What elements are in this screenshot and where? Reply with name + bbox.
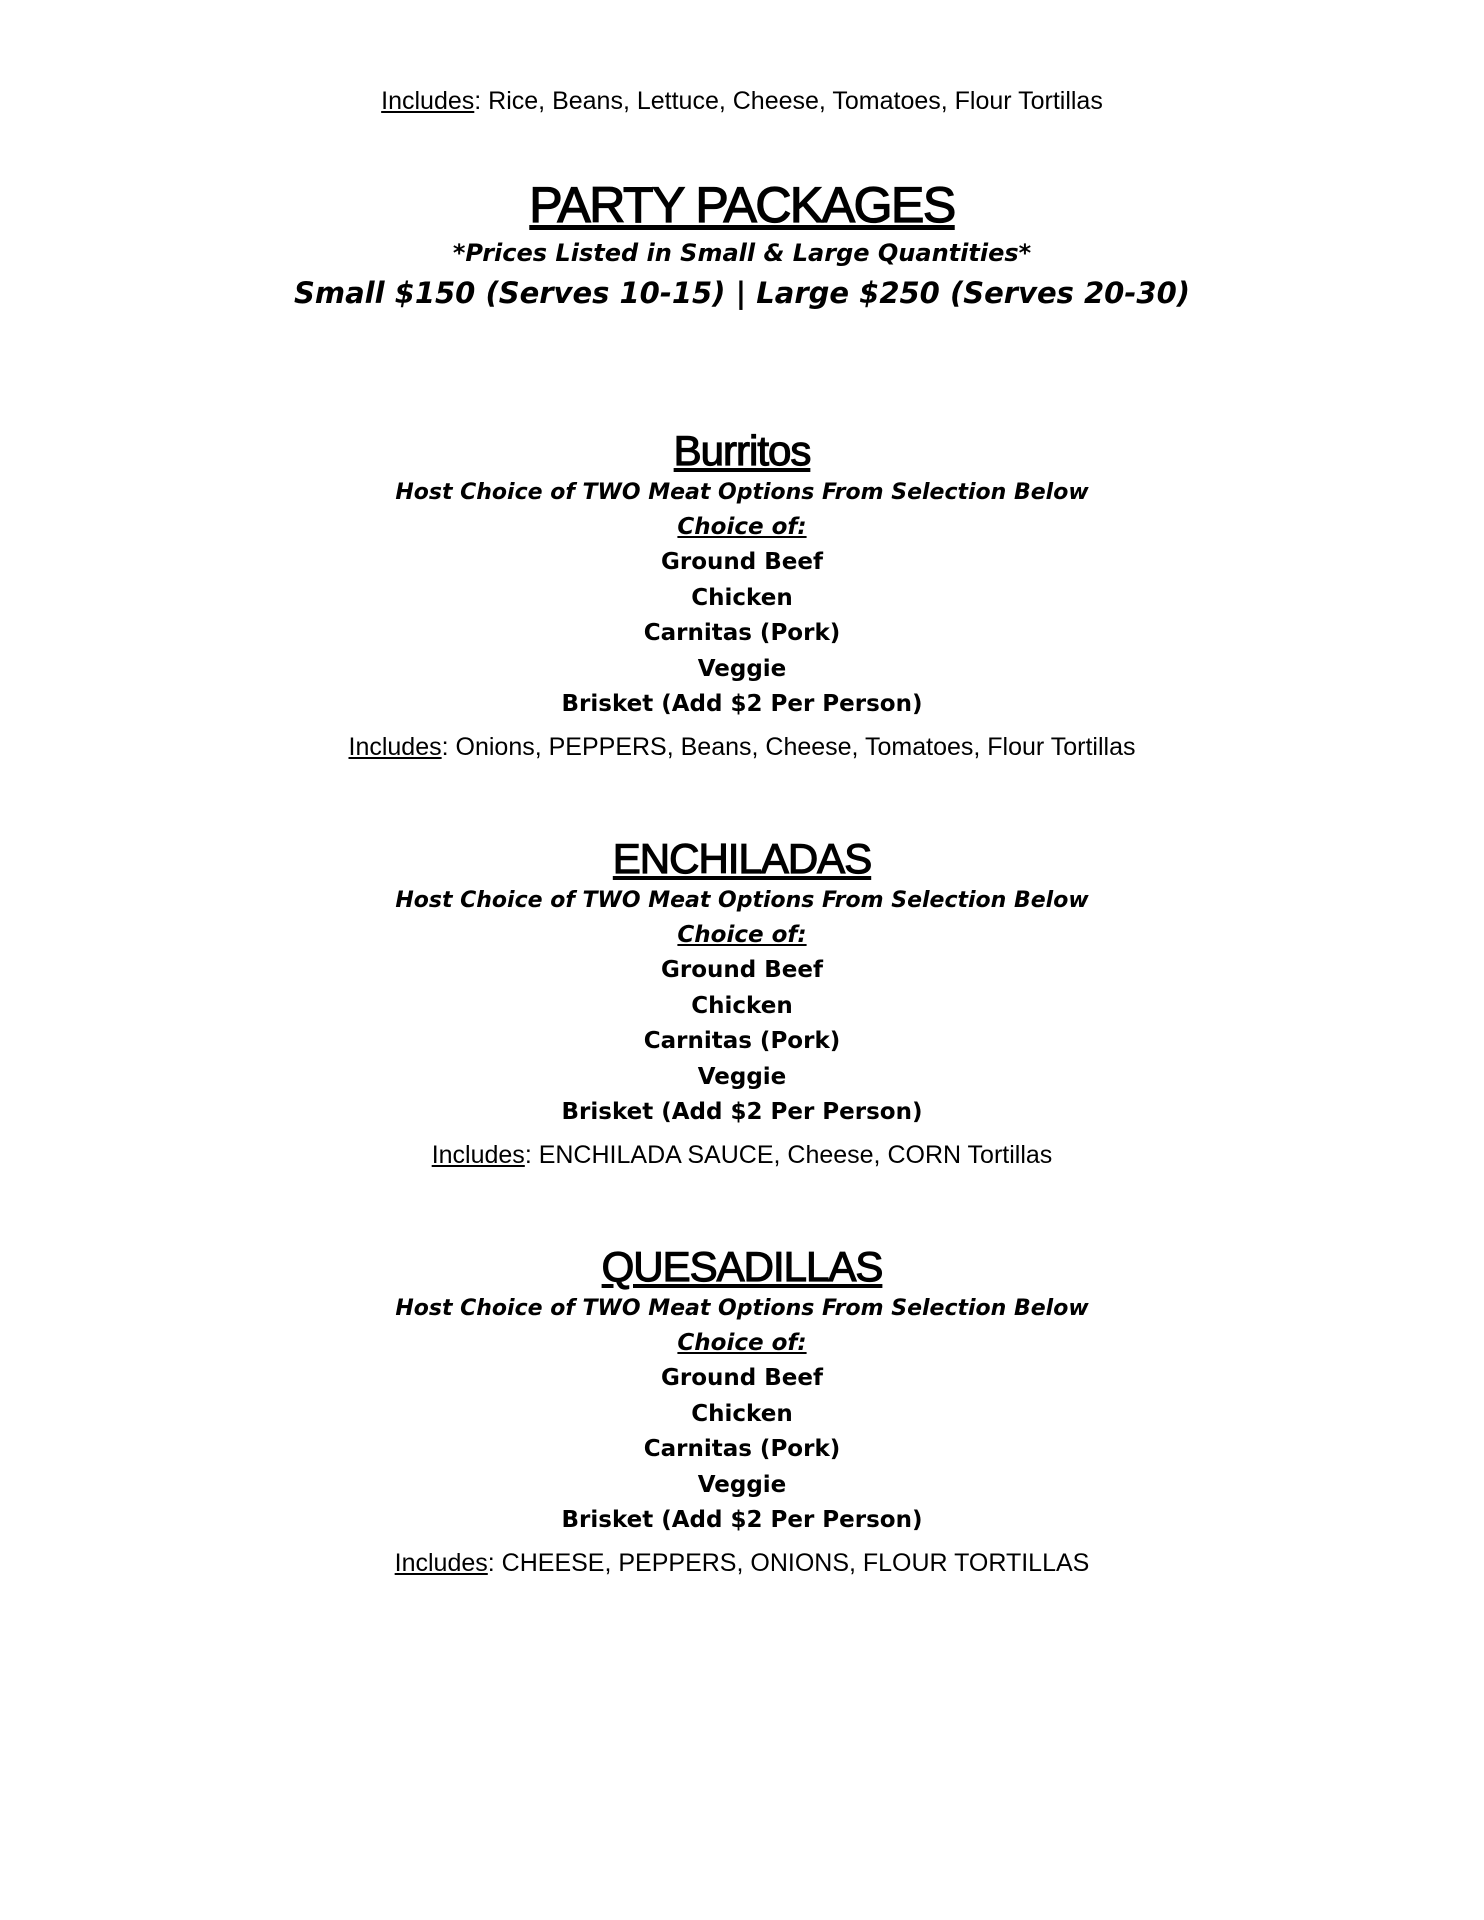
section-title: Burritos xyxy=(673,427,811,474)
choice-label: Choice of: xyxy=(677,1330,807,1356)
choice-label: Choice of: xyxy=(677,922,807,948)
includes-line xyxy=(0,729,1484,765)
option-item: Chicken xyxy=(691,992,793,1019)
host-choice-note: Host Choice of TWO Meat Options From Selection Below xyxy=(395,1296,1089,1321)
includes-label: Includes xyxy=(431,1140,525,1169)
choice-label: Choice of: xyxy=(677,514,807,540)
option-item: Brisket (Add $2 Per Person) xyxy=(561,1099,923,1125)
option-item: Veggie xyxy=(697,1063,787,1090)
option-item: Veggie xyxy=(697,655,787,682)
page-title: PARTY PACKAGES xyxy=(529,177,955,233)
top-includes-line xyxy=(0,84,1484,118)
option-item: Chicken xyxy=(691,1400,793,1427)
includes-line xyxy=(0,1545,1484,1581)
section-enchiladas xyxy=(0,834,1484,1173)
section-title: QUESADILLAS xyxy=(601,1243,883,1290)
option-item: Brisket (Add $2 Per Person) xyxy=(561,1507,923,1533)
option-item: Brisket (Add $2 Per Person) xyxy=(561,691,923,717)
includes-text: : Rice, Beans, Lettuce, Cheese, Tomatoes, Flour Tortillas xyxy=(474,87,1103,115)
option-item: Ground Beef xyxy=(661,1365,823,1391)
host-choice-note: Host Choice of TWO Meat Options From Selection Below xyxy=(395,480,1089,505)
section-burritos xyxy=(0,426,1484,765)
option-item: Carnitas (Pork) xyxy=(643,620,841,646)
includes-label: Includes xyxy=(394,1548,488,1577)
includes-text: : ENCHILADA SAUCE, Cheese, CORN Tortillas xyxy=(524,1140,1053,1169)
includes-label: Includes xyxy=(381,87,475,115)
includes-label: Includes xyxy=(348,732,442,761)
includes-line xyxy=(0,1137,1484,1173)
option-item: Carnitas (Pork) xyxy=(643,1028,841,1054)
section-title: ENCHILADAS xyxy=(612,835,872,882)
option-item: Carnitas (Pork) xyxy=(643,1436,841,1462)
price-line: Small $150 (Serves 10-15) | Large $250 (Serves 20-30) xyxy=(293,276,1190,310)
option-item: Veggie xyxy=(697,1471,787,1498)
includes-text: : CHEESE, PEPPERS, ONIONS, FLOUR TORTILLAS xyxy=(487,1548,1090,1577)
option-item: Ground Beef xyxy=(661,957,823,983)
option-item: Chicken xyxy=(691,584,793,611)
includes-text: : Onions, PEPPERS, Beans, Cheese, Tomatoes, Flour Tortillas xyxy=(441,732,1136,761)
section-quesadillas xyxy=(0,1242,1484,1581)
option-item: Ground Beef xyxy=(661,549,823,575)
price-note: *Prices Listed in Small & Large Quantities* xyxy=(452,239,1032,267)
host-choice-note: Host Choice of TWO Meat Options From Selection Below xyxy=(395,888,1089,913)
